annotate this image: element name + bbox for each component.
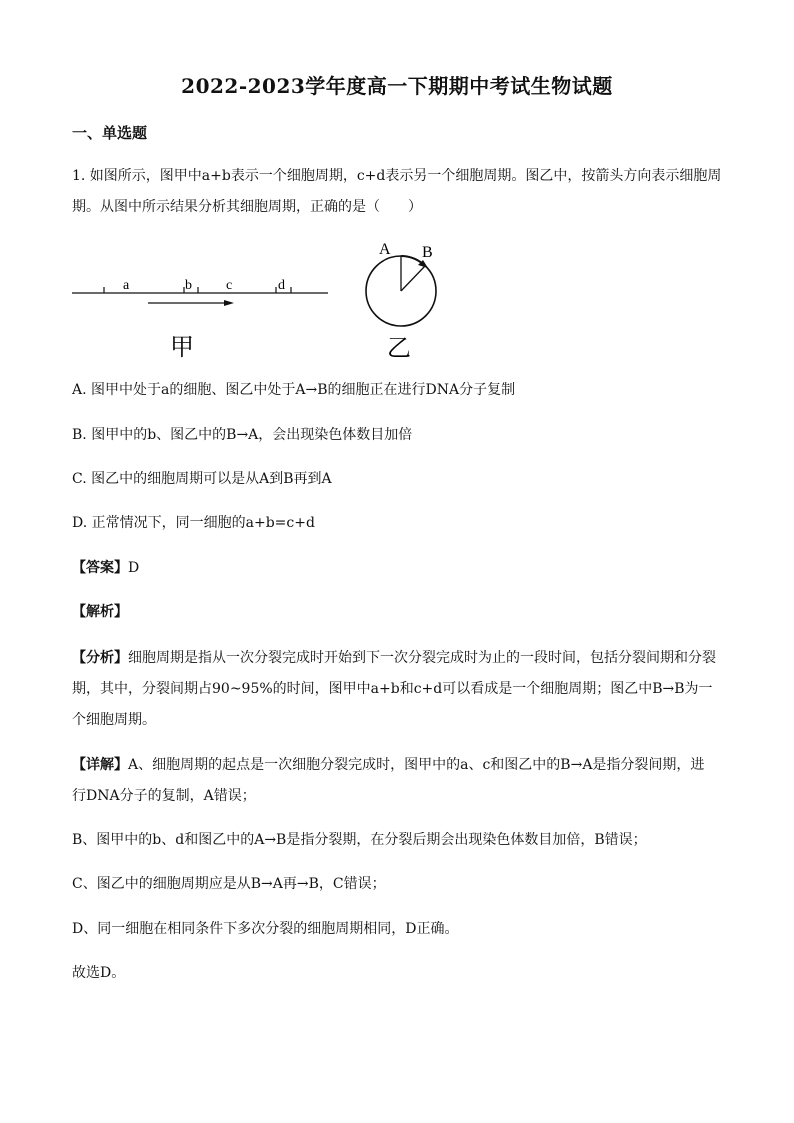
- option-b: B. 图甲中的b、图乙中的B→A，会出现染色体数目加倍: [72, 427, 413, 443]
- segment-label-c: c: [226, 278, 233, 293]
- xiangjie-text-1: A、细胞周期的起点是一次细胞分裂完成时，图甲中的a、c和图乙中的B→A是指分裂间期，进: [128, 757, 705, 773]
- option-a: A. 图甲中处于a的细胞、图乙中处于A→B的细胞正在进行DNA分子复制: [72, 382, 516, 398]
- option-d: D. 正常情况下，同一细胞的a+b=c+d: [72, 515, 315, 531]
- answer-line: [72, 560, 724, 576]
- explanation-c: C、图乙中的细胞周期应是从B→A再→B，C错误；: [72, 876, 386, 892]
- explanation-d: D、同一细胞在相同条件下多次分裂的细胞周期相同，D正确。: [72, 921, 459, 937]
- question-stem-line-2: 期。从图中所示结果分析其细胞周期，正确的是（ ）: [72, 199, 422, 215]
- fenxi-line-3: 个细胞周期。: [72, 712, 156, 728]
- answer-value: D: [128, 560, 140, 576]
- segment-label-d: d: [278, 278, 285, 293]
- xiangjie-line-2: 行DNA分子的复制，A错误；: [72, 788, 256, 804]
- option-c: C. 图乙中的细胞周期可以是从A到B再到A: [72, 471, 332, 487]
- answer-tag: 【答案】: [72, 560, 128, 576]
- xiangjie-line-1: [72, 757, 724, 773]
- conclusion: 故选D。: [72, 965, 126, 981]
- radius-to-b: [401, 266, 425, 291]
- figure-yi-caption: 乙: [387, 336, 411, 362]
- fenxi-tag: 【分析】: [72, 650, 128, 666]
- arc-arrow: [401, 256, 423, 264]
- page-title: 2022-2023学年度高一下期期中考试生物试题: [181, 74, 613, 98]
- question-stem-line-1: 1. 如图所示，图甲中a+b表示一个细胞周期，c+d表示另一个细胞周期。图乙中，按箭头方向表示细胞周: [72, 168, 722, 184]
- xiangjie-tag: 【详解】: [72, 757, 128, 773]
- section-heading: 一、单选题: [72, 124, 148, 142]
- analysis-heading: 【解析】: [72, 604, 128, 620]
- figure-yi: [355, 236, 455, 366]
- figure-jia: [66, 265, 336, 365]
- arrow-head-icon: [224, 300, 234, 306]
- point-a-label: A: [379, 241, 391, 258]
- fenxi-line-2: 期，其中，分裂间期占90~95%的时间，图甲中a+b和c+d可以看成是一个细胞周期；图乙中B→B为一: [72, 681, 713, 697]
- explanation-b: B、图甲中的b、d和图乙中的A→B是指分裂期，在分裂后期会出现染色体数目加倍，B错误；: [72, 832, 647, 848]
- segment-label-b: b: [185, 278, 192, 293]
- segment-label-a: a: [123, 278, 130, 293]
- fenxi-text-1: 细胞周期是指从一次分裂完成时开始到下一次分裂完成时为止的一段时间，包括分裂间期和分裂: [128, 650, 716, 666]
- figure-jia-caption: 甲: [170, 335, 194, 361]
- point-b-label: B: [422, 244, 433, 261]
- fenxi-line-1: [72, 650, 724, 666]
